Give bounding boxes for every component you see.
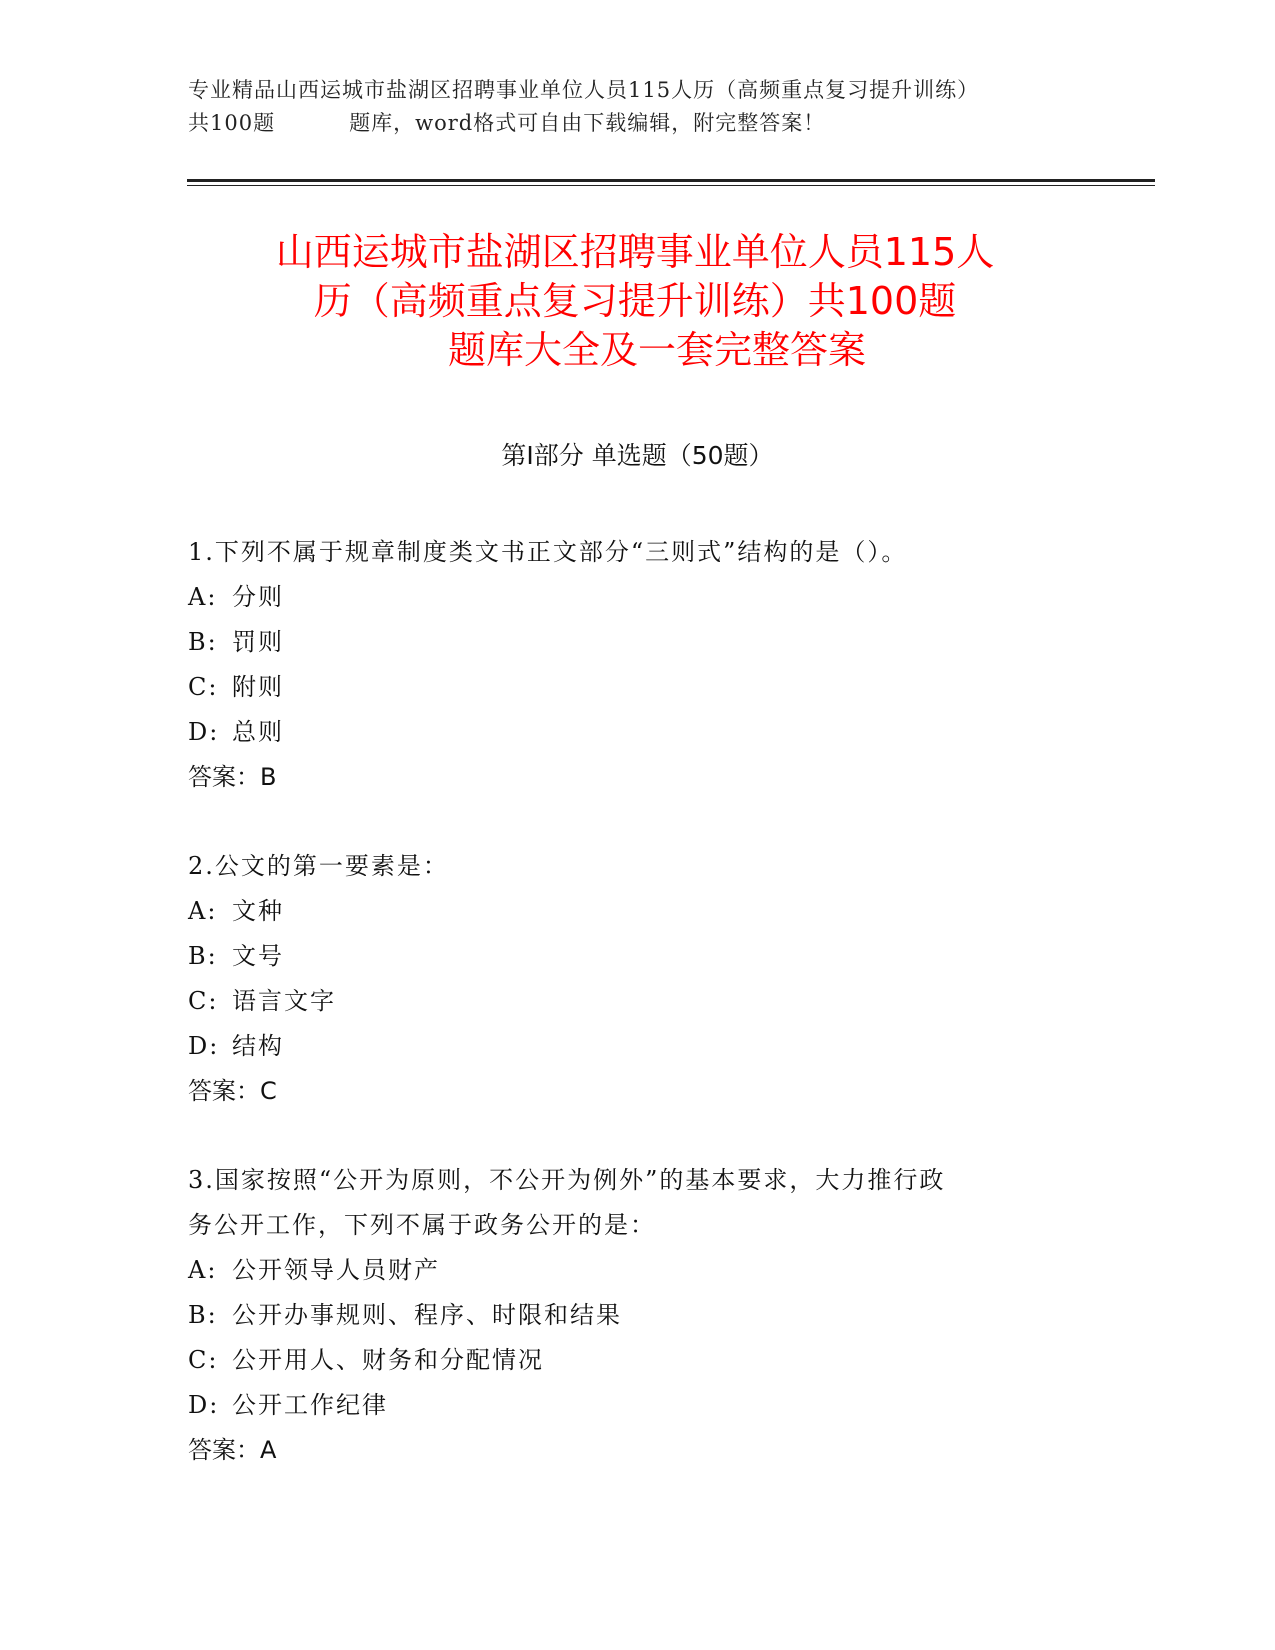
option-key: C: — [188, 987, 219, 1015]
header-line-2-right: 题库，word格式可自由下载编辑，附完整答案！ — [349, 111, 826, 135]
title-line-3: 题库大全及一套完整答案 — [447, 328, 866, 372]
option-key: B: — [188, 942, 218, 970]
option-text: 罚则 — [232, 628, 284, 656]
option-key: C: — [188, 1346, 219, 1374]
question-item — [188, 1158, 1088, 1473]
option-a — [188, 1248, 1088, 1293]
option-text: 公开领导人员财产 — [232, 1256, 440, 1284]
option-b — [188, 934, 1088, 979]
option-key: A: — [188, 583, 218, 611]
option-text: 结构 — [232, 1032, 284, 1060]
header-line-1: 专业精品山西运城市盐湖区招聘事业单位人员115人历（高频重点复习提升训练） — [188, 78, 980, 102]
option-key: A: — [188, 897, 218, 925]
option-key: B: — [188, 1301, 218, 1329]
page-header — [188, 74, 1088, 140]
document-title — [150, 228, 1120, 375]
header-rule-thick — [187, 179, 1155, 182]
option-text: 文种 — [232, 897, 284, 925]
question-stem: 2.公文的第一要素是： — [188, 852, 449, 880]
option-text: 总则 — [232, 718, 284, 746]
question-stem: 1.下列不属于规章制度类文书正文部分“三则式”结构的是（）。 — [188, 538, 908, 566]
option-key: D: — [188, 1391, 220, 1419]
question-stem-continued: 务公开工作，下列不属于政务公开的是： — [188, 1211, 656, 1239]
answer-line: 答案：A — [188, 1436, 277, 1464]
answer-line: 答案：C — [188, 1077, 277, 1105]
title-line-2: 历（高频重点复习提升训练）共100题 — [313, 279, 957, 323]
answer-line: 答案：B — [188, 763, 277, 791]
option-text: 分则 — [232, 583, 284, 611]
option-b — [188, 1293, 1088, 1338]
option-text: 文号 — [232, 942, 284, 970]
option-a — [188, 575, 1088, 620]
section-heading: 第Ⅰ部分 单选题（50题） — [501, 441, 774, 470]
option-c — [188, 1338, 1088, 1383]
option-key: A: — [188, 1256, 218, 1284]
option-c — [188, 979, 1088, 1024]
option-text: 公开工作纪律 — [232, 1391, 388, 1419]
option-key: B: — [188, 628, 218, 656]
option-b — [188, 620, 1088, 665]
option-d — [188, 1383, 1088, 1428]
option-c — [188, 665, 1088, 710]
question-item — [188, 530, 1088, 800]
option-text: 语言文字 — [232, 987, 336, 1015]
option-text: 附则 — [232, 673, 284, 701]
option-key: D: — [188, 1032, 220, 1060]
title-line-1: 山西运城市盐湖区招聘事业单位人员115人 — [275, 230, 995, 274]
option-key: C: — [188, 673, 219, 701]
question-stem: 3.国家按照“公开为原则，不公开为例外”的基本要求，大力推行政 — [188, 1166, 946, 1194]
option-d — [188, 710, 1088, 755]
header-rule-thin — [187, 185, 1155, 186]
header-line-2 — [188, 107, 1088, 140]
option-text: 公开用人、财务和分配情况 — [232, 1346, 544, 1374]
option-key: D: — [188, 718, 220, 746]
option-text: 公开办事规则、程序、时限和结果 — [232, 1301, 622, 1329]
header-line-2-left: 共100题 — [188, 111, 276, 135]
option-a — [188, 889, 1088, 934]
question-list — [188, 530, 1088, 1517]
question-item — [188, 844, 1088, 1114]
option-d — [188, 1024, 1088, 1069]
